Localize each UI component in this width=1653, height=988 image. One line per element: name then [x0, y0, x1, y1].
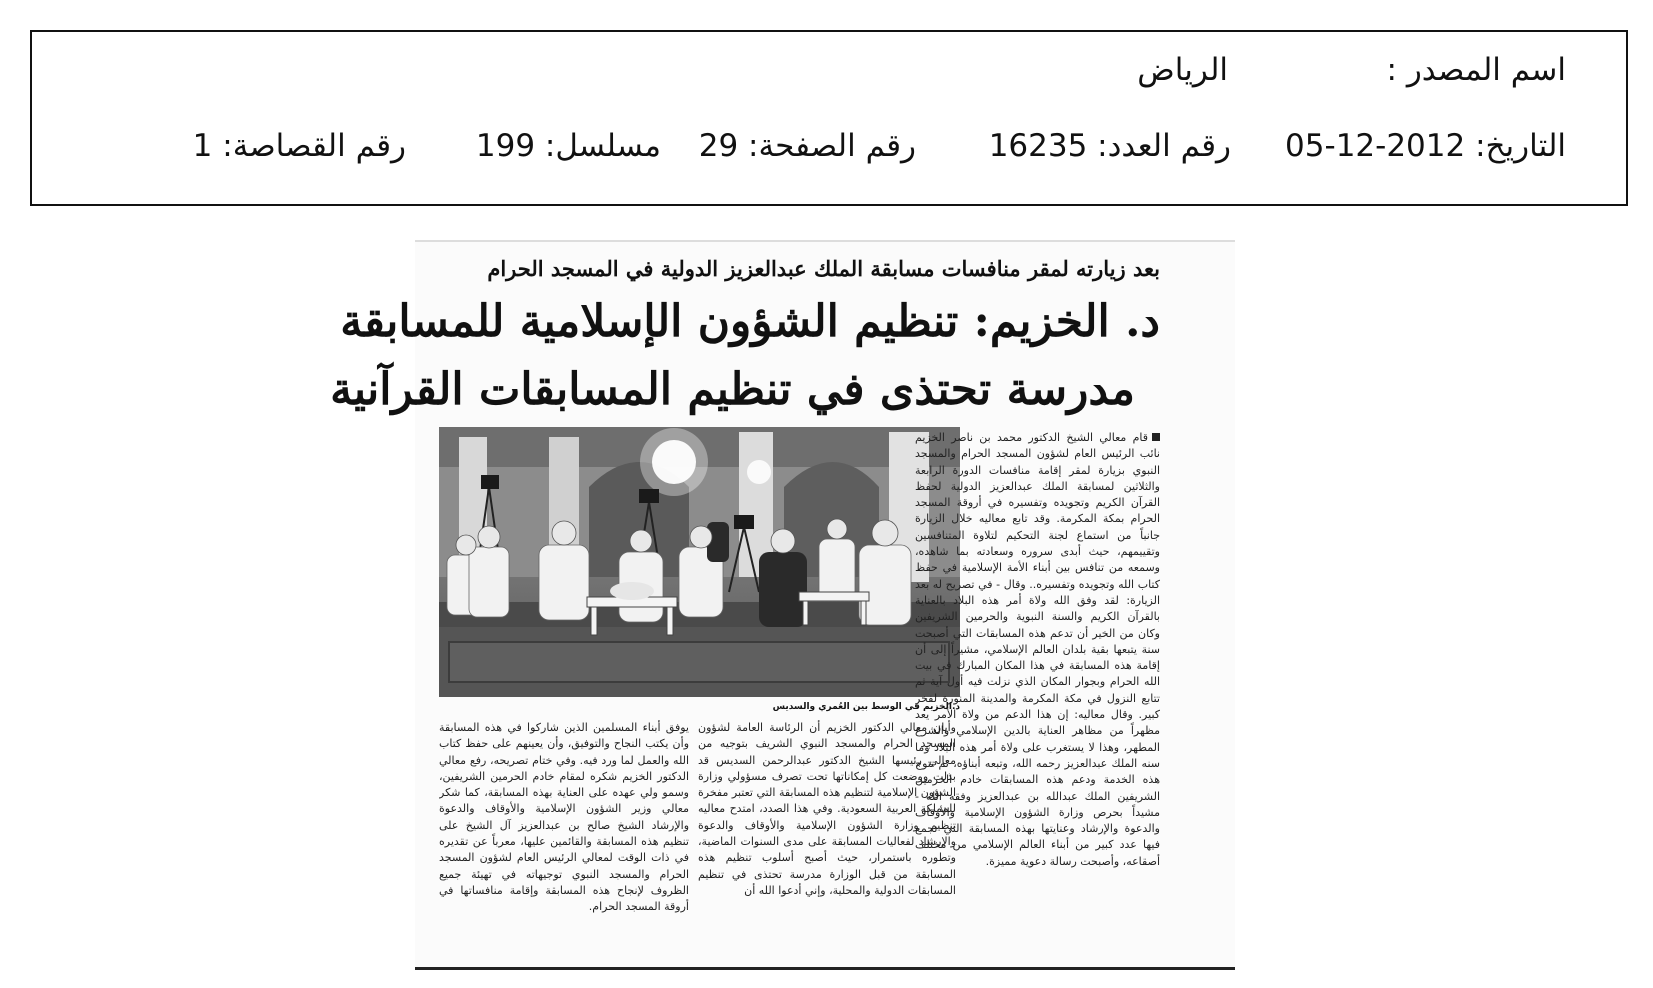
issue-number-field: رقم العدد: 16235 [988, 128, 1231, 164]
article-headline-line-2: مدرسة تحتذى في تنظيم المسابقات القرآنية [330, 364, 1135, 415]
article-column-middle [698, 720, 956, 946]
serial-number-field: مسلسل: 199 [475, 128, 661, 164]
page-number-field: رقم الصفحة: 29 [698, 128, 916, 164]
clipping-top-edge [415, 240, 1235, 242]
photo-caption: د.الخزيم في الوسط بين العُمري والسديس [772, 702, 960, 712]
clipping-info-header [30, 30, 1628, 206]
article-headline-line-1: د. الخزيم: تنظيم الشؤون الإسلامية للمسابقة [340, 296, 1160, 347]
article-column-left [439, 720, 689, 946]
source-label: اسم المصدر : [1386, 52, 1566, 88]
article-kicker: بعد زيارته لمقر منافسات مسابقة الملك عبدالعزيز الدولية في المسجد الحرام [487, 256, 1160, 281]
article-photo [439, 427, 960, 697]
newspaper-clipping [330, 240, 1235, 970]
clipping-number-field: رقم القصاصة: 1 [192, 128, 406, 164]
column-right-body: قام معالي الشيخ الدكتور محمد بن ناصر الخزيم نائب الرئيس العام لشؤون المسجد الحرام والمسجد النبوي بزيارة لمقر إقامة منافسات الدورة الرابعة والثلاثين لمسابقة الملك عبدالعزيز الدولية لحفظ القرآن الكريم وتجويده وتفسيره في أروقة المسجد الحرام بمكة المكرمة. وقد تابع معاليه خلال الزيارة جانباً من استماع لجنة التحكيم لتلاوة المتنافسين وتقييمهم، حيث أبدى سروره وسعادته بما شاهده، وسمعه من تنافس بين أبناء الأمة الإسلامية في حفظ كتاب الله وتجويده وتفسيره.. وقال - في تصريح له بعد الزيارة: لقد وفق الله ولاة أمر هذه البلاد بالعناية بالقرآن الكريم والسنة النبوية والحرمين الشريفين وكان من الخير أن تدعم هذه المسابقات التي أصبحت سنة يتبعها بقية بلدان العالم الإسلامي، مشيراً إلى أن إقامة هذه المسابقة في هذا المكان المبارك في بيت الله الحرام وبجوار المكان الذي نزلت فيه أول آية ثم تتابع النزول في مكة المكرمة والمدينة المنورة لفخر كبير. وقال معاليه: إن هذا الدعم من ولاة الأمر يعد مظهراً من مظاهر العناية بالدين الإسلامي والشرع المطهر، وهذا لا يستغرب على ولاة أمر هذه البلاد وما سنه الملك عبدالعزيز رحمه الله، وتبعه أبناؤه، ثم تتوج هذه الخدمة ودعم هذه المسابقات خادم الحرمين الشريفين الملك عبدالله بن عبدالعزيز وفقه الله - مشيداً بحرص وزارة الشؤون الإسلامية والأوقاف والدعوة والإرشاد وعنايتها بهذه المسابقة التي تجمع فيها عدد كبير من أبناء العالم الإسلامي من مختلف أصقاعه، وأصبحت رسالة دعوية مميزة. [915, 431, 1160, 868]
bullet-icon [1152, 433, 1160, 441]
date-field: التاريخ: 2012-12-05 [1285, 128, 1566, 164]
clipping-bottom-rule [415, 967, 1235, 970]
column-left-body: يوفق أبناء المسلمين الذين شاركوا في هذه المسابقة وأن يكتب النجاح والتوفيق، وأن يعينهم على حفظ كتاب الله والعمل لما ورد فيه. وفي ختام تصريحه، رفع معالي الدكتور الخزيم شكره لمقام خادم الحرمين الشريفين، وسمو ولي عهده على العناية بهذه المسابقة، كما شكر معالي وزير الشؤون الإسلامية والأوقاف والدعوة والإرشاد الشيخ صالح بن عبدالعزيز آل الشيخ على تنظيم هذه المسابقة والقائمين عليها، معرباً عن تقديره في ذات الوقت لمعالي الرئيس العام لشؤون المسجد الحرام والمسجد النبوي توجيهاته في تهيئة جميع الظروف لإنجاح هذه المسابقة وإقامة منافساتها في أروقة المسجد الحرام. [439, 721, 689, 914]
source-value: الرياض [1137, 52, 1228, 88]
column-middle-body: وأبان معالي الدكتور الخزيم أن الرئاسة العامة لشؤون المسجد الحرام والمسجد النبوي الشريف بتوجيه من معالي رئيسها الشيخ الدكتور عبدالرحمن السديس قد بذلت ووضعت كل إمكاناتها تحت تصرف مسؤولي وزارة الشؤون الإسلامية لتنظيم هذه المسابقة التي تعتبر مفخرة للمملكة العربية السعودية. وفي هذا الصدد، امتدح معاليه تنظيم وزارة الشؤون الإسلامية والأوقاف والدعوة والإرشاد لفعاليات المسابقة على مدى السنوات الماضية، وتطوره باستمرار، حيث أصبح أسلوب تنظيم هذه المسابقة من قبل الوزارة مدرسة تحتذى في تنظيم المسابقات الدولية والمحلية، وإني أدعوا الله أن [698, 721, 956, 897]
photo-scene [439, 427, 960, 697]
